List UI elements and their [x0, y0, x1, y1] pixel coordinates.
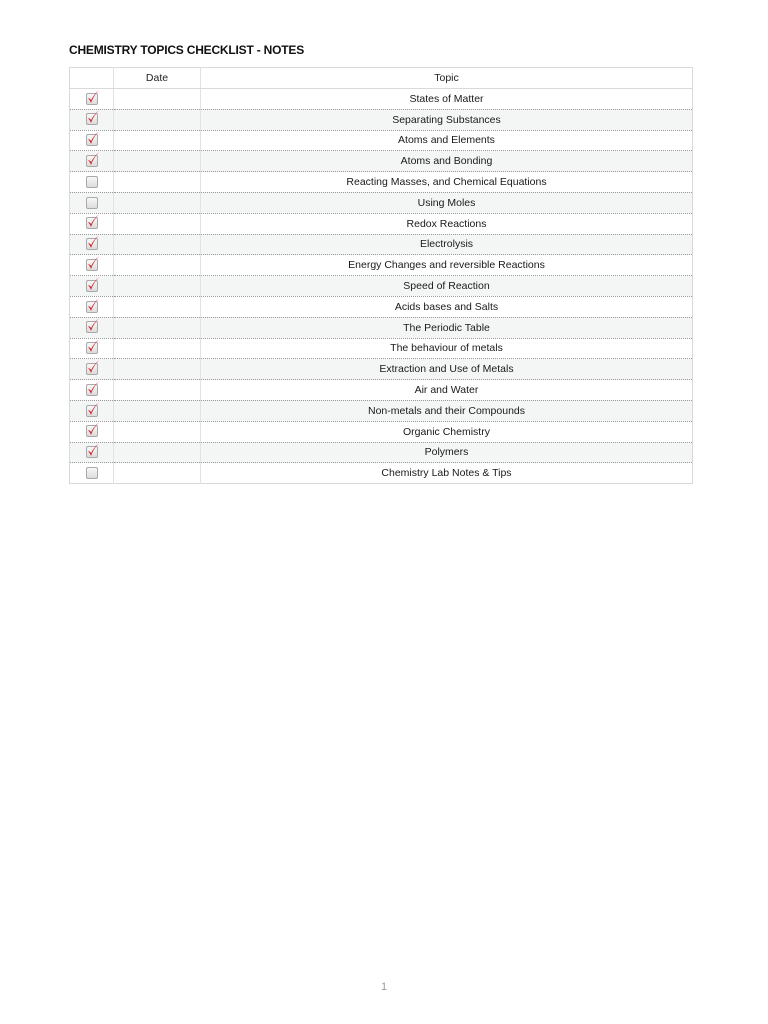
- topics-checklist-table: [69, 67, 693, 484]
- topic-cell: Air and Water: [201, 380, 693, 401]
- table-row: [70, 192, 693, 213]
- table-row: [70, 172, 693, 193]
- table-row: [70, 442, 693, 463]
- topic-cell: Extraction and Use of Metals: [201, 359, 693, 380]
- table-row: [70, 151, 693, 172]
- check-mark-icon: [86, 277, 100, 292]
- date-cell[interactable]: [114, 130, 201, 151]
- table-row: [70, 400, 693, 421]
- topic-cell: Speed of Reaction: [201, 276, 693, 297]
- checkbox-cell: [70, 109, 114, 130]
- unchecked-checkbox[interactable]: [86, 197, 98, 209]
- checkbox-cell: [70, 317, 114, 338]
- topic-cell: Acids bases and Salts: [201, 296, 693, 317]
- table-header-row: [70, 68, 693, 89]
- date-cell[interactable]: [114, 317, 201, 338]
- checkbox-cell: [70, 89, 114, 110]
- check-mark-icon: [86, 256, 100, 271]
- checkbox-cell: [70, 234, 114, 255]
- table-body: [70, 89, 693, 484]
- topic-cell: Using Moles: [201, 192, 693, 213]
- topic-cell: Polymers: [201, 442, 693, 463]
- date-cell[interactable]: [114, 296, 201, 317]
- checked-checkbox[interactable]: [86, 217, 98, 229]
- header-date: Date: [114, 68, 201, 89]
- checked-checkbox[interactable]: [86, 342, 98, 354]
- check-mark-icon: [86, 318, 100, 333]
- check-mark-icon: [86, 339, 100, 354]
- date-cell[interactable]: [114, 380, 201, 401]
- checkbox-cell: [70, 296, 114, 317]
- check-mark-icon: [86, 110, 100, 125]
- checkbox-cell: [70, 421, 114, 442]
- table-row: [70, 421, 693, 442]
- check-mark-icon: [86, 152, 100, 167]
- checkbox-cell: [70, 380, 114, 401]
- checked-checkbox[interactable]: [86, 280, 98, 292]
- page-number: 1: [380, 981, 388, 993]
- check-mark-icon: [86, 131, 100, 146]
- table-row: [70, 338, 693, 359]
- date-cell[interactable]: [114, 109, 201, 130]
- checked-checkbox[interactable]: [86, 301, 98, 313]
- date-cell[interactable]: [114, 151, 201, 172]
- date-cell[interactable]: [114, 421, 201, 442]
- checkbox-cell: [70, 338, 114, 359]
- checked-checkbox[interactable]: [86, 321, 98, 333]
- table-row: [70, 276, 693, 297]
- topic-cell: Atoms and Elements: [201, 130, 693, 151]
- date-cell[interactable]: [114, 276, 201, 297]
- date-cell[interactable]: [114, 234, 201, 255]
- checked-checkbox[interactable]: [86, 363, 98, 375]
- topic-cell: Redox Reactions: [201, 213, 693, 234]
- date-cell[interactable]: [114, 172, 201, 193]
- checkbox-cell: [70, 255, 114, 276]
- checkbox-cell: [70, 130, 114, 151]
- date-cell[interactable]: [114, 359, 201, 380]
- date-cell[interactable]: [114, 338, 201, 359]
- topic-cell: Energy Changes and reversible Reactions: [201, 255, 693, 276]
- header-check: [70, 68, 114, 89]
- topic-cell: Electrolysis: [201, 234, 693, 255]
- table-row: [70, 255, 693, 276]
- topic-cell: Reacting Masses, and Chemical Equations: [201, 172, 693, 193]
- table-row: [70, 463, 693, 484]
- checkbox-cell: [70, 463, 114, 484]
- check-mark-icon: [86, 402, 100, 417]
- page-title: CHEMISTRY TOPICS CHECKLIST - NOTES: [69, 43, 304, 57]
- table-row: [70, 109, 693, 130]
- table-row: [70, 380, 693, 401]
- checkbox-cell: [70, 276, 114, 297]
- checked-checkbox[interactable]: [86, 155, 98, 167]
- checked-checkbox[interactable]: [86, 446, 98, 458]
- topic-cell: Atoms and Bonding: [201, 151, 693, 172]
- check-mark-icon: [86, 214, 100, 229]
- date-cell[interactable]: [114, 213, 201, 234]
- topic-cell: Non-metals and their Compounds: [201, 400, 693, 421]
- table-row: [70, 234, 693, 255]
- checked-checkbox[interactable]: [86, 384, 98, 396]
- date-cell[interactable]: [114, 463, 201, 484]
- table-row: [70, 213, 693, 234]
- topic-cell: The behaviour of metals: [201, 338, 693, 359]
- check-mark-icon: [86, 422, 100, 437]
- checkbox-cell: [70, 442, 114, 463]
- unchecked-checkbox[interactable]: [86, 176, 98, 188]
- checked-checkbox[interactable]: [86, 134, 98, 146]
- table-row: [70, 130, 693, 151]
- topic-cell: States of Matter: [201, 89, 693, 110]
- checkbox-cell: [70, 172, 114, 193]
- check-mark-icon: [86, 90, 100, 105]
- topic-cell: Organic Chemistry: [201, 421, 693, 442]
- check-mark-icon: [86, 360, 100, 375]
- checkbox-cell: [70, 359, 114, 380]
- check-mark-icon: [86, 298, 100, 313]
- checked-checkbox[interactable]: [86, 238, 98, 250]
- date-cell[interactable]: [114, 400, 201, 421]
- date-cell[interactable]: [114, 89, 201, 110]
- checked-checkbox[interactable]: [86, 405, 98, 417]
- checkbox-cell: [70, 151, 114, 172]
- topic-cell: The Periodic Table: [201, 317, 693, 338]
- checked-checkbox[interactable]: [86, 425, 98, 437]
- table-row: [70, 359, 693, 380]
- checked-checkbox[interactable]: [86, 259, 98, 271]
- check-mark-icon: [86, 381, 100, 396]
- check-mark-icon: [86, 443, 100, 458]
- table-row: [70, 317, 693, 338]
- topic-cell: Chemistry Lab Notes & Tips: [381, 467, 512, 480]
- topic-cell: Separating Substances: [201, 109, 693, 130]
- header-topic: Topic: [201, 68, 693, 89]
- table-row: [70, 296, 693, 317]
- checkbox-cell: [70, 192, 114, 213]
- checked-checkbox[interactable]: [86, 93, 98, 105]
- date-cell[interactable]: [114, 255, 201, 276]
- checkbox-cell: [70, 213, 114, 234]
- date-cell[interactable]: [114, 442, 201, 463]
- checkbox-cell: [70, 400, 114, 421]
- unchecked-checkbox[interactable]: [86, 467, 98, 479]
- check-mark-icon: [86, 235, 100, 250]
- date-cell[interactable]: [114, 192, 201, 213]
- checked-checkbox[interactable]: [86, 113, 98, 125]
- table-row: [70, 89, 693, 110]
